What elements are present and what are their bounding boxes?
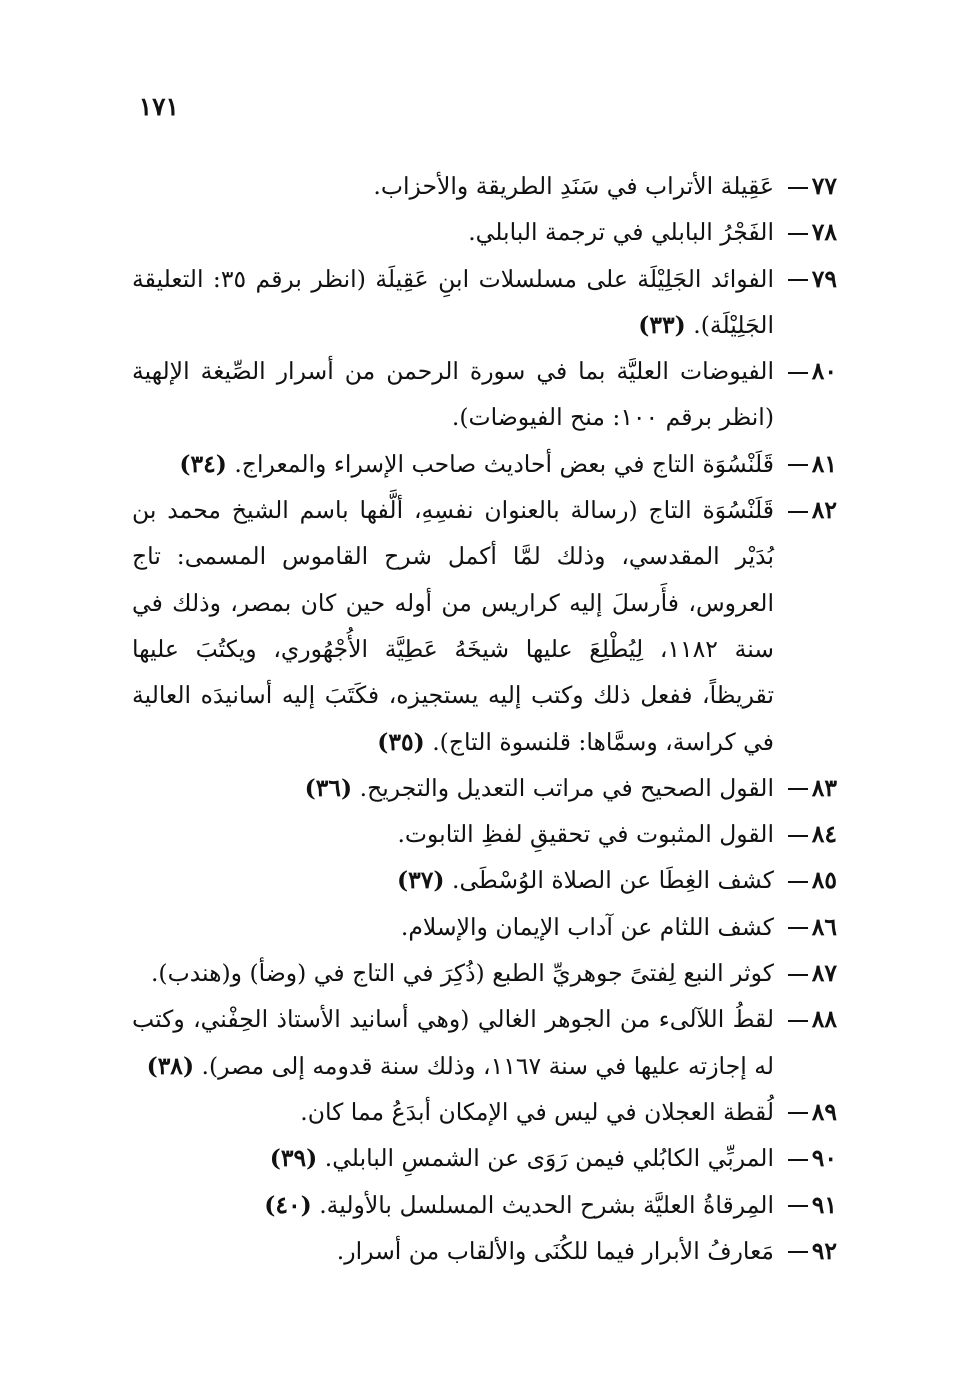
entry-title: لقطُ اللآلىء من الجوهر الغالي (وهي أسانيد الأستاذ الحِفْني، وكتب له إجازته عليها في سنة ١١٦٧، وذلك سنة قدومه إلى مصر). — [132, 1005, 774, 1080]
list-item — [132, 950, 837, 996]
entry-dash — [788, 1020, 808, 1022]
list-item — [132, 765, 837, 811]
entry-number: ٨٧ — [788, 950, 837, 996]
entry-dash — [788, 881, 808, 883]
entry-dash — [788, 1251, 808, 1253]
footnote-ref: (٣٤) — [179, 449, 227, 478]
entry-title: كوثر النبع لِفتىً جوهريِّ الطبع (ذُكِرَ في التاج في (وضأ) و(هندب). — [150, 959, 774, 988]
footnote-ref: (٤٠) — [264, 1190, 312, 1219]
list-item — [132, 1228, 837, 1274]
entry-title: كشف اللثام عن آداب الإيمان والإسلام. — [400, 912, 774, 941]
list-item — [132, 256, 837, 349]
entry-title: قَلَنْسُوَة التاج (رسالة بالعنوان نفسِهِ، ألَّفها باسم الشيخ محمد بن بُدَيْر المقدسي، وذلك لمَّا أكمل شرح القاموس المسمى: تاج العروس، فأَرسلَ إليه كراريس من أوله حين كان بمصر، وذلك في سنة ١١٨٢، لِيُطْلِعَ عليها شيخَهُ عَطِيَّة الأُجْهُوري، ويكتُبَ عليها تقريظاً، ففعل ذلك وكتب إليه يستجيزه، فكَتَبَ إليه أسانيدَه العالية في كراسة، وسمَّاها: قلنسوة التاج). — [132, 496, 774, 756]
footnote-ref: (٣٦) — [304, 773, 353, 802]
footnote-ref: (٣٩) — [269, 1144, 318, 1173]
entry-title: الفَجْرُ البابلي في ترجمة البابلي. — [468, 218, 774, 247]
list-item — [132, 487, 837, 765]
list-item — [132, 348, 837, 441]
entry-dash — [788, 927, 808, 929]
entry-title: المِرقاةُ العليَّة بشرح الحديث المسلسل بالأولية. — [319, 1190, 774, 1219]
entry-number: ٨٦ — [788, 904, 837, 950]
footnote-ref: (٣٣) — [638, 310, 686, 339]
entry-number: ٨٨ — [788, 996, 837, 1042]
list-item — [132, 209, 837, 255]
entry-title: الفيوضات العليَّة بما في سورة الرحمن من أسرار الصِّيغة الإلهية (انظر برقم ١٠٠: منح الفيوضات). — [132, 357, 774, 432]
entry-title: المربِّي الكابُلي فيمن رَوَى عن الشمسِ البابلي. — [324, 1144, 774, 1173]
entry-title: عَقِيلة الأتراب في سَنَدِ الطريقة والأحزاب. — [373, 172, 774, 200]
entry-number: ٨١ — [788, 441, 837, 487]
entry-list — [132, 163, 837, 1274]
entry-number: ٩٠ — [788, 1135, 837, 1181]
entry-dash — [788, 464, 808, 466]
list-item — [132, 857, 837, 903]
footnote-ref: (٣٧) — [397, 866, 445, 895]
entry-title: الفوائد الجَلِيْلَة على مسلسلات ابنِ عَقِيلَة (انظر برقم ٣٥: التعليقة الجَلِيْلَة). — [132, 264, 774, 339]
entry-dash — [788, 511, 808, 513]
list-item — [132, 1135, 837, 1181]
entry-number: ٨٣ — [788, 765, 837, 811]
list-item — [132, 1182, 837, 1228]
entry-dash — [788, 1205, 808, 1207]
entry-number: ٨٢ — [788, 487, 837, 533]
entry-dash — [788, 187, 808, 189]
page-number: ١٧١ — [138, 92, 179, 121]
entry-number: ٩٢ — [788, 1228, 837, 1274]
list-item — [132, 163, 837, 209]
entry-title: مَعارفُ الأبرار فيما للكُنَى والألقاب من أسرار. — [336, 1236, 774, 1265]
entry-dash — [788, 1159, 808, 1161]
entry-dash — [788, 788, 808, 790]
entry-dash — [788, 835, 808, 837]
entry-number: ٨٥ — [788, 857, 837, 903]
entry-number: ٧٨ — [788, 209, 837, 255]
entry-title: كشف الغِطَا عن الصلاة الوُسْطَى. — [452, 866, 774, 895]
entry-dash — [788, 974, 808, 976]
entry-dash — [788, 279, 808, 281]
entry-title: القول المثبوت في تحقيقِ لفظِ التابوت. — [397, 820, 774, 849]
entry-title: قَلَنْسُوَة التاج في بعض أحاديث صاحب الإسراء والمعراج. — [234, 449, 774, 478]
list-item — [132, 1089, 837, 1135]
list-item — [132, 904, 837, 950]
entry-title: لُقطة العجلان في ليس في الإمكان أبدَعُ مما كان. — [300, 1097, 774, 1126]
entry-number: ٨٤ — [788, 811, 837, 857]
entry-number: ٧٧ — [788, 163, 837, 209]
entry-number: ٨٩ — [788, 1089, 837, 1135]
entry-number: ٩١ — [788, 1182, 837, 1228]
entry-title: القول الصحيح في مراتب التعديل والتجريح. — [359, 773, 774, 802]
footnote-ref: (٣٨) — [146, 1051, 195, 1080]
list-item — [132, 996, 837, 1089]
entry-dash — [788, 372, 808, 374]
entry-number: ٧٩ — [788, 256, 837, 302]
footnote-ref: (٣٥) — [377, 727, 425, 756]
list-item — [132, 811, 837, 857]
entry-dash — [788, 233, 808, 235]
entry-dash — [788, 1112, 808, 1114]
list-item — [132, 441, 837, 487]
entry-number: ٨٠ — [788, 348, 837, 394]
